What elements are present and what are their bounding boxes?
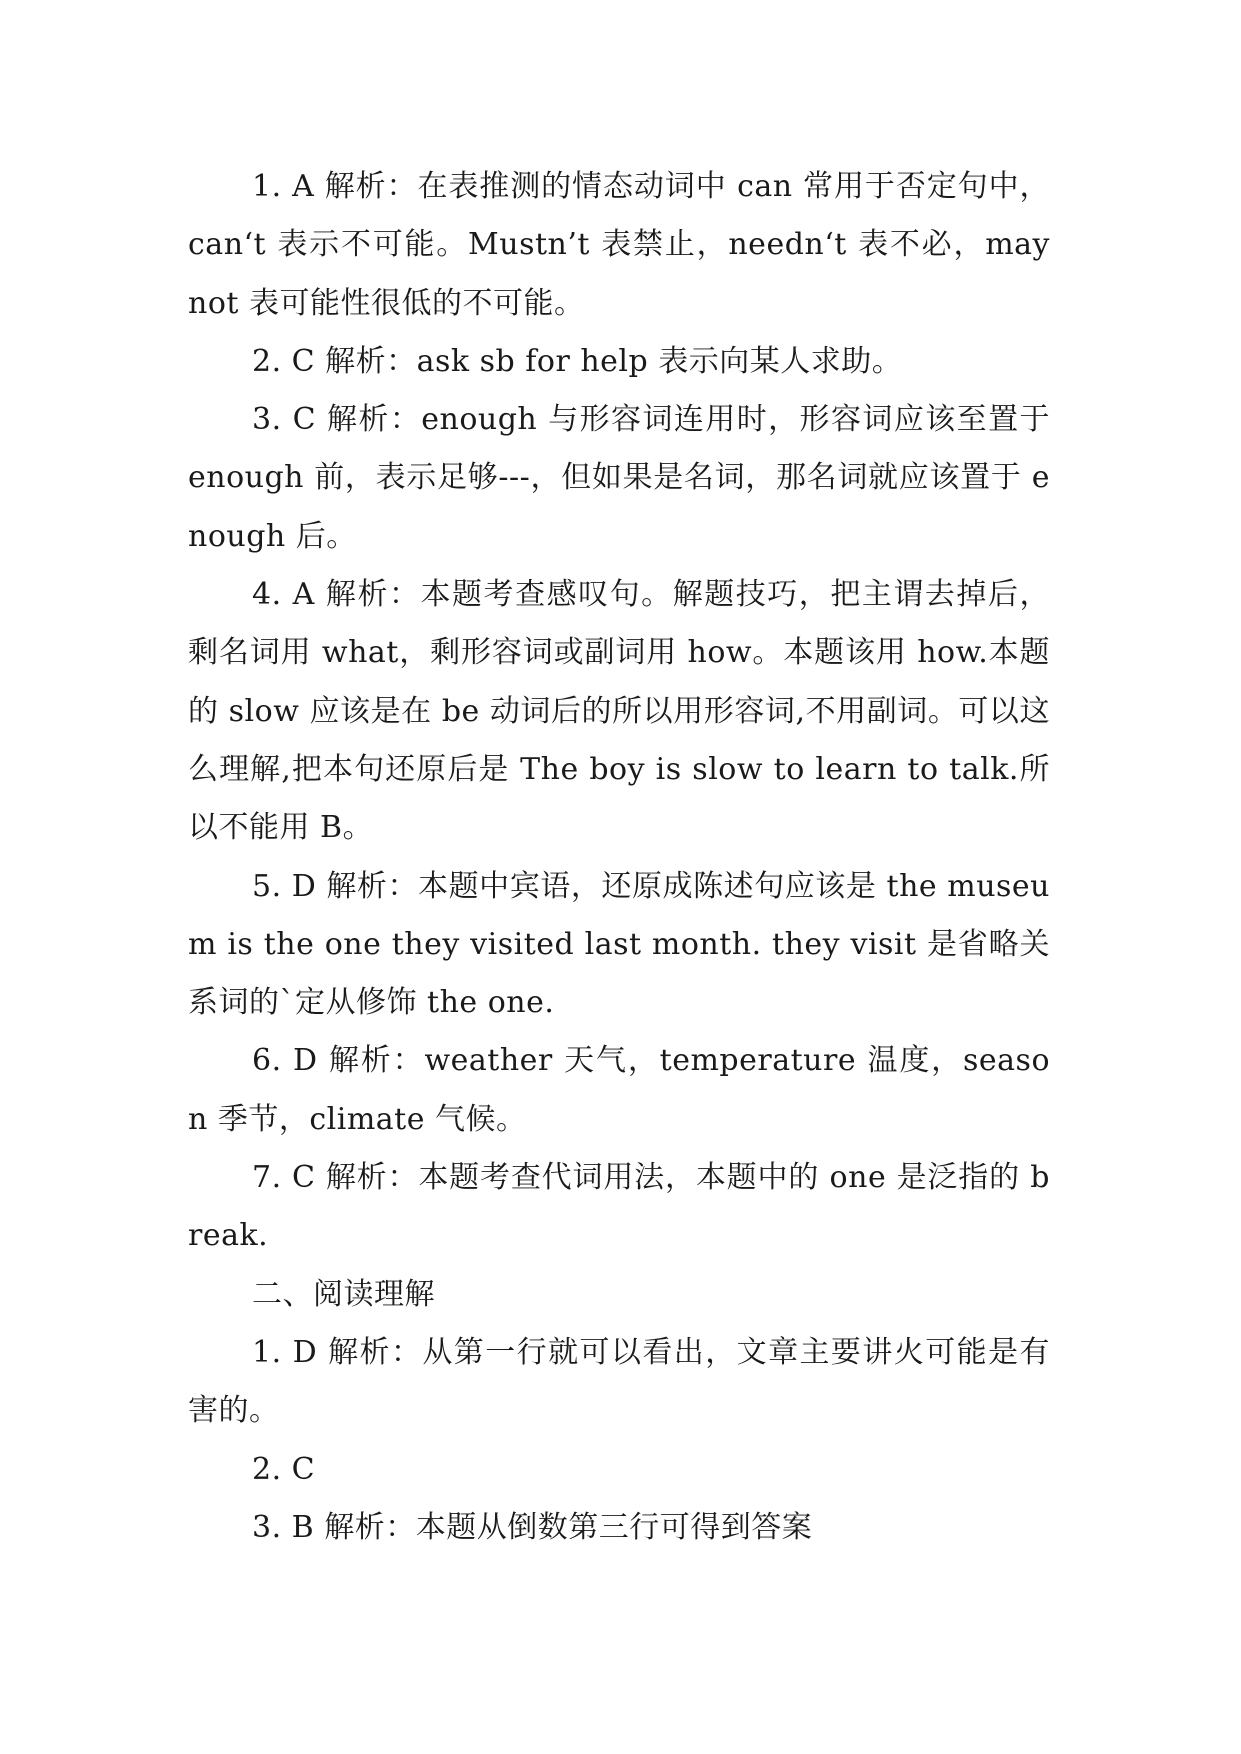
answer-paragraph-6: 6. D 解析：weather 天气，temperature 温度，season 季节，climate 气候。	[188, 1043, 1050, 1137]
reading-answer-2: 2. C	[252, 1451, 316, 1487]
answer-paragraph-7: 7. C 解析：本题考查代词用法，本题中的 one 是泛指的 break.	[188, 1160, 1050, 1254]
answer-paragraph-2: 2. C 解析：ask sb for help 表示向某人求助。	[252, 343, 903, 379]
document-body	[188, 158, 1050, 1557]
answer-paragraph-5: 5. D 解析：本题中宾语，还原成陈述句应该是 the museum is the one they visited last month. they visit 是省略关系词的`定从修饰 the one.	[188, 868, 1050, 1021]
section-heading-reading: 二、阅读理解	[252, 1276, 435, 1312]
answer-paragraph-1: 1. A 解析：在表推测的情态动词中 can 常用于否定句中，can‘t 表示不可能。Mustn’t 表禁止，needn‘t 表不必，may not 表可能性很低的不可能。	[188, 169, 1050, 321]
reading-answer-1: 1. D 解析：从第一行就可以看出，文章主要讲火可能是有害的。	[188, 1334, 1050, 1429]
reading-answer-3: 3. B 解析：本题从倒数第三行可得到答案	[252, 1509, 813, 1545]
answer-paragraph-3: 3. C 解析：enough 与形容词连用时，形容词应该至置于 enough 前，表示足够---，但如果是名词，那名词就应该置于 enough 后。	[188, 402, 1050, 554]
answer-paragraph-4: 4. A 解析：本题考查感叹句。解题技巧，把主谓去掉后，剩名词用 what，剩形容词或副词用 how。本题该用 how.本题的 slow 应该是在 be 动词后的所以用形容词,不用副词。可以这么理解,把本句还原后是 The boy is slow to learn to talk.所以不能用 B。	[188, 577, 1050, 846]
